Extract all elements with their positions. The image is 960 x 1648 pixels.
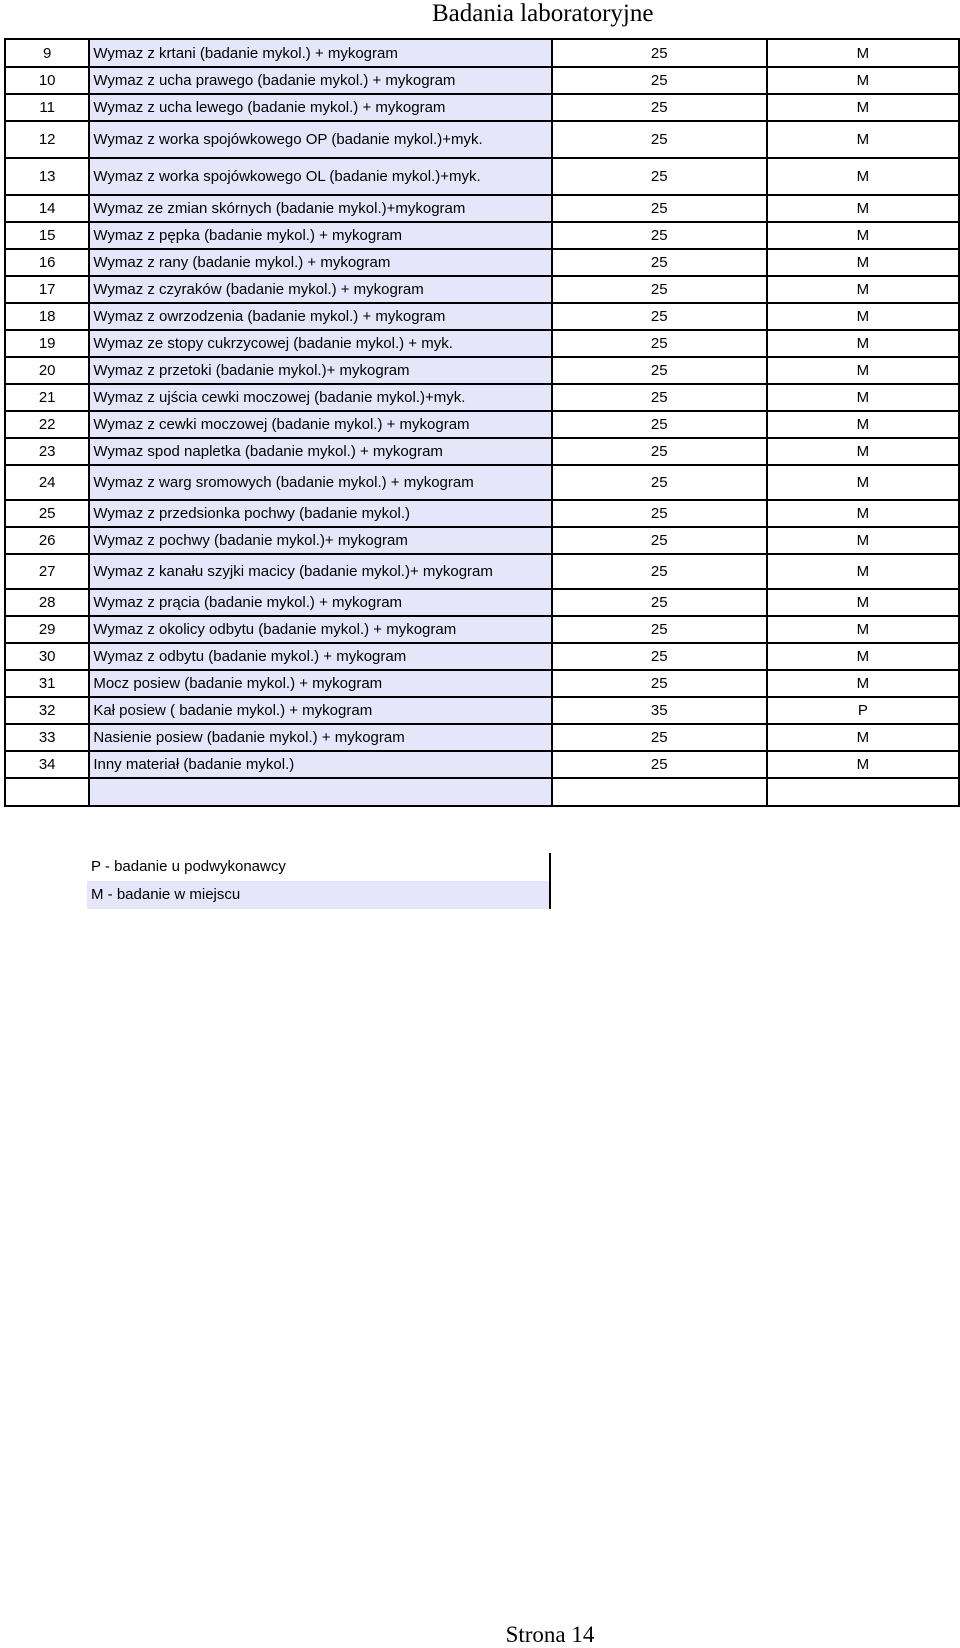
row-test-name: Wymaz z prącia (badanie mykol.) + mykogram: [89, 589, 551, 616]
row-test-name: Wymaz z przetoki (badanie mykol.)+ mykogram: [89, 357, 551, 384]
row-number: 34: [5, 751, 89, 778]
row-type: M: [767, 643, 959, 670]
legend: [87, 853, 551, 909]
row-number: 11: [5, 94, 89, 121]
row-price: 25: [552, 384, 767, 411]
row-price: 25: [552, 39, 767, 67]
row-price: 25: [552, 527, 767, 554]
row-test-name: Wymaz spod napletka (badanie mykol.) + mykogram: [89, 438, 551, 465]
price-table: [4, 38, 960, 807]
row-number: 22: [5, 411, 89, 438]
table-row: [5, 465, 959, 500]
row-type: [767, 778, 959, 806]
row-test-name: Wymaz z krtani (badanie mykol.) + mykogram: [89, 39, 551, 67]
table-row: [5, 384, 959, 411]
row-price: 25: [552, 94, 767, 121]
row-test-name: Wymaz z warg sromowych (badanie mykol.) + mykogram: [89, 465, 551, 500]
row-test-name: Wymaz z czyraków (badanie mykol.) + mykogram: [89, 276, 551, 303]
row-test-name: [89, 778, 551, 806]
row-price: 25: [552, 554, 767, 589]
row-price: 25: [552, 465, 767, 500]
row-price: 25: [552, 357, 767, 384]
row-type: M: [767, 357, 959, 384]
table-row: [5, 589, 959, 616]
row-number: 28: [5, 589, 89, 616]
table-row: [5, 158, 959, 195]
row-type: M: [767, 751, 959, 778]
row-type: M: [767, 222, 959, 249]
row-price: 25: [552, 222, 767, 249]
row-type: M: [767, 121, 959, 158]
row-test-name: Wymaz z pępka (badanie mykol.) + mykogram: [89, 222, 551, 249]
legend-item-m: M - badanie w miejscu: [87, 881, 549, 909]
page-number: Strona 14: [505, 1622, 595, 1647]
table-row: [5, 276, 959, 303]
row-test-name: Wymaz z owrzodzenia (badanie mykol.) + mykogram: [89, 303, 551, 330]
table-row: [5, 39, 959, 67]
row-price: 25: [552, 411, 767, 438]
row-price: 25: [552, 158, 767, 195]
row-price: 25: [552, 276, 767, 303]
row-type: M: [767, 67, 959, 94]
row-price: 25: [552, 67, 767, 94]
row-test-name: Wymaz z odbytu (badanie mykol.) + mykogram: [89, 643, 551, 670]
row-type: M: [767, 554, 959, 589]
row-number: 29: [5, 616, 89, 643]
row-number: 33: [5, 724, 89, 751]
table-row: [5, 357, 959, 384]
table-row: [5, 411, 959, 438]
row-number: 27: [5, 554, 89, 589]
row-number: 20: [5, 357, 89, 384]
row-test-name: Wymaz z worka spojówkowego OP (badanie mykol.)+myk.: [89, 121, 551, 158]
row-number: 15: [5, 222, 89, 249]
row-price: 25: [552, 303, 767, 330]
row-price: 25: [552, 670, 767, 697]
row-test-name: Wymaz ze zmian skórnych (badanie mykol.)+mykogram: [89, 195, 551, 222]
row-price: 25: [552, 616, 767, 643]
legend-item-p: P - badanie u podwykonawcy: [91, 858, 286, 875]
row-type: M: [767, 438, 959, 465]
row-test-name: Wymaz ze stopy cukrzycowej (badanie mykol.) + myk.: [89, 330, 551, 357]
row-number: 12: [5, 121, 89, 158]
row-type: M: [767, 670, 959, 697]
row-type: M: [767, 276, 959, 303]
row-price: 25: [552, 330, 767, 357]
row-type: M: [767, 589, 959, 616]
row-number: 14: [5, 195, 89, 222]
row-test-name: Wymaz z ujścia cewki moczowej (badanie mykol.)+myk.: [89, 384, 551, 411]
row-price: 25: [552, 195, 767, 222]
row-test-name: Wymaz z rany (badanie mykol.) + mykogram: [89, 249, 551, 276]
row-type: M: [767, 384, 959, 411]
row-number: 16: [5, 249, 89, 276]
table-row: [5, 643, 959, 670]
row-price: 35: [552, 697, 767, 724]
row-type: M: [767, 249, 959, 276]
row-type: M: [767, 411, 959, 438]
row-test-name: Wymaz z ucha prawego (badanie mykol.) + mykogram: [89, 67, 551, 94]
row-type: M: [767, 39, 959, 67]
row-number: 30: [5, 643, 89, 670]
table-row: [5, 249, 959, 276]
table-row: [5, 438, 959, 465]
row-number: 19: [5, 330, 89, 357]
row-type: M: [767, 616, 959, 643]
row-price: 25: [552, 438, 767, 465]
row-price: 25: [552, 500, 767, 527]
row-number: 25: [5, 500, 89, 527]
row-number: 9: [5, 39, 89, 67]
row-test-name: Mocz posiew (badanie mykol.) + mykogram: [89, 670, 551, 697]
row-type: M: [767, 94, 959, 121]
table-row: [5, 616, 959, 643]
row-type: M: [767, 465, 959, 500]
table-body: [5, 39, 959, 806]
table-row: [5, 724, 959, 751]
table-row: [5, 697, 959, 724]
row-test-name: Wymaz z pochwy (badanie mykol.)+ mykogram: [89, 527, 551, 554]
table-row: [5, 195, 959, 222]
row-number: 13: [5, 158, 89, 195]
row-type: M: [767, 303, 959, 330]
row-price: [552, 778, 767, 806]
row-test-name: Nasienie posiew (badanie mykol.) + mykogram: [89, 724, 551, 751]
row-number: 17: [5, 276, 89, 303]
row-price: 25: [552, 249, 767, 276]
row-number: 24: [5, 465, 89, 500]
row-type: M: [767, 500, 959, 527]
table-row: [5, 222, 959, 249]
table-row: [5, 670, 959, 697]
row-number: 23: [5, 438, 89, 465]
row-test-name: Inny materiał (badanie mykol.): [89, 751, 551, 778]
row-number: 26: [5, 527, 89, 554]
table-row: [5, 330, 959, 357]
row-number: 32: [5, 697, 89, 724]
row-test-name: Wymaz z okolicy odbytu (badanie mykol.) + mykogram: [89, 616, 551, 643]
table-row: [5, 778, 959, 806]
row-type: M: [767, 724, 959, 751]
row-test-name: Wymaz z kanału szyjki macicy (badanie mykol.)+ mykogram: [89, 554, 551, 589]
row-test-name: Wymaz z ucha lewego (badanie mykol.) + mykogram: [89, 94, 551, 121]
table-row: [5, 751, 959, 778]
page-title: Badania laboratoryjne: [432, 0, 654, 27]
row-test-name: Wymaz z przedsionka pochwy (badanie mykol.): [89, 500, 551, 527]
row-test-name: Wymaz z cewki moczowej (badanie mykol.) + mykogram: [89, 411, 551, 438]
row-number: 10: [5, 67, 89, 94]
table-row: [5, 67, 959, 94]
row-number: 31: [5, 670, 89, 697]
row-type: M: [767, 527, 959, 554]
table-row: [5, 303, 959, 330]
row-type: P: [767, 697, 959, 724]
row-type: M: [767, 195, 959, 222]
table-row: [5, 527, 959, 554]
row-type: M: [767, 330, 959, 357]
row-number: 18: [5, 303, 89, 330]
row-number: 21: [5, 384, 89, 411]
table-row: [5, 94, 959, 121]
row-price: 25: [552, 724, 767, 751]
row-price: 25: [552, 751, 767, 778]
row-test-name: Kał posiew ( badanie mykol.) + mykogram: [89, 697, 551, 724]
row-price: 25: [552, 643, 767, 670]
row-price: 25: [552, 589, 767, 616]
row-price: 25: [552, 121, 767, 158]
row-number: [5, 778, 89, 806]
table-row: [5, 554, 959, 589]
row-test-name: Wymaz z worka spojówkowego OL (badanie mykol.)+myk.: [89, 158, 551, 195]
table-row: [5, 500, 959, 527]
row-type: M: [767, 158, 959, 195]
table-row: [5, 121, 959, 158]
